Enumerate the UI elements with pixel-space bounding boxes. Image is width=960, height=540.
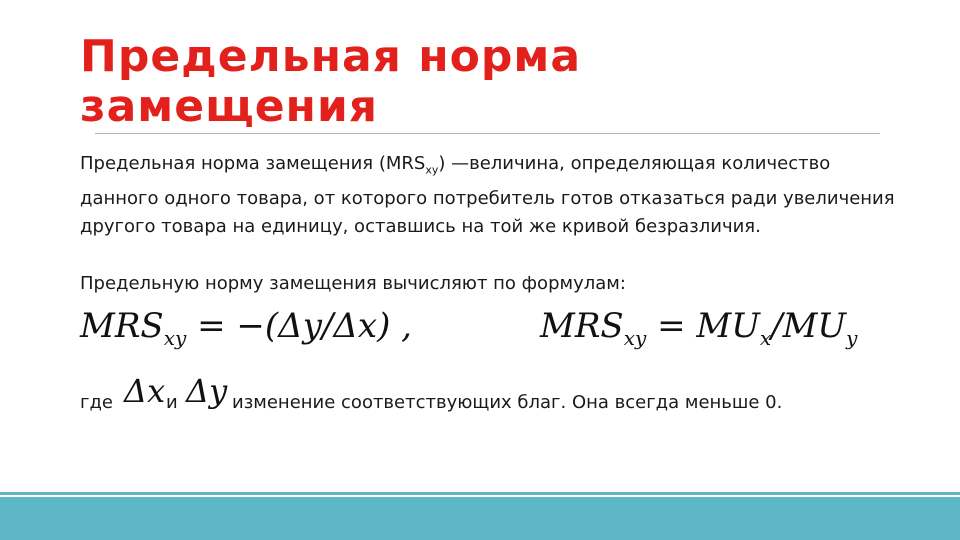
delta-x-symbol: Δx	[124, 372, 166, 410]
note-line	[80, 372, 910, 416]
formula-2-lhs: MRS	[540, 306, 624, 346]
footer-bar	[0, 497, 960, 540]
delta-y-symbol: Δy	[186, 372, 228, 410]
title-divider	[95, 133, 880, 134]
definition-paragraph	[80, 150, 910, 241]
definition-rest: ) —величина, определяющая количество данного одного товара, от которого потребитель готов отказаться ради увеличения другого товара на единицу, оставшись на той же кривой безразличия.	[80, 153, 895, 237]
definition-lead: Предельная норма замещения (MRS	[80, 153, 426, 174]
formula-1-lhs: MRS	[80, 306, 164, 346]
formula-1-rhs: = −(Δy/Δx) ,	[186, 306, 412, 346]
formula-2-rhs-a-sub: x	[759, 326, 772, 350]
formula-2-rhs-b: /MU	[771, 306, 847, 346]
note-rest: изменение соответствующих благ. Она всегда меньше 0.	[232, 392, 783, 413]
formula-1-lhs-sub: xy	[163, 326, 187, 350]
formula-2-rhs-a: = MU	[646, 306, 760, 346]
note-where: где	[80, 392, 113, 413]
formula-2-lhs-sub: xy	[623, 326, 647, 350]
definition-subscript: xy	[425, 163, 439, 177]
formula-mrs-mu	[540, 306, 857, 350]
note-and: и	[166, 392, 178, 413]
slide-title: Предельная норма замещения	[80, 31, 582, 132]
formula-mrs-delta	[80, 306, 412, 350]
formula-intro: Предельную норму замещения вычисляют по формулам:	[80, 273, 626, 294]
footer-accent-line	[0, 492, 960, 495]
formula-2-rhs-b-sub: y	[846, 326, 858, 350]
